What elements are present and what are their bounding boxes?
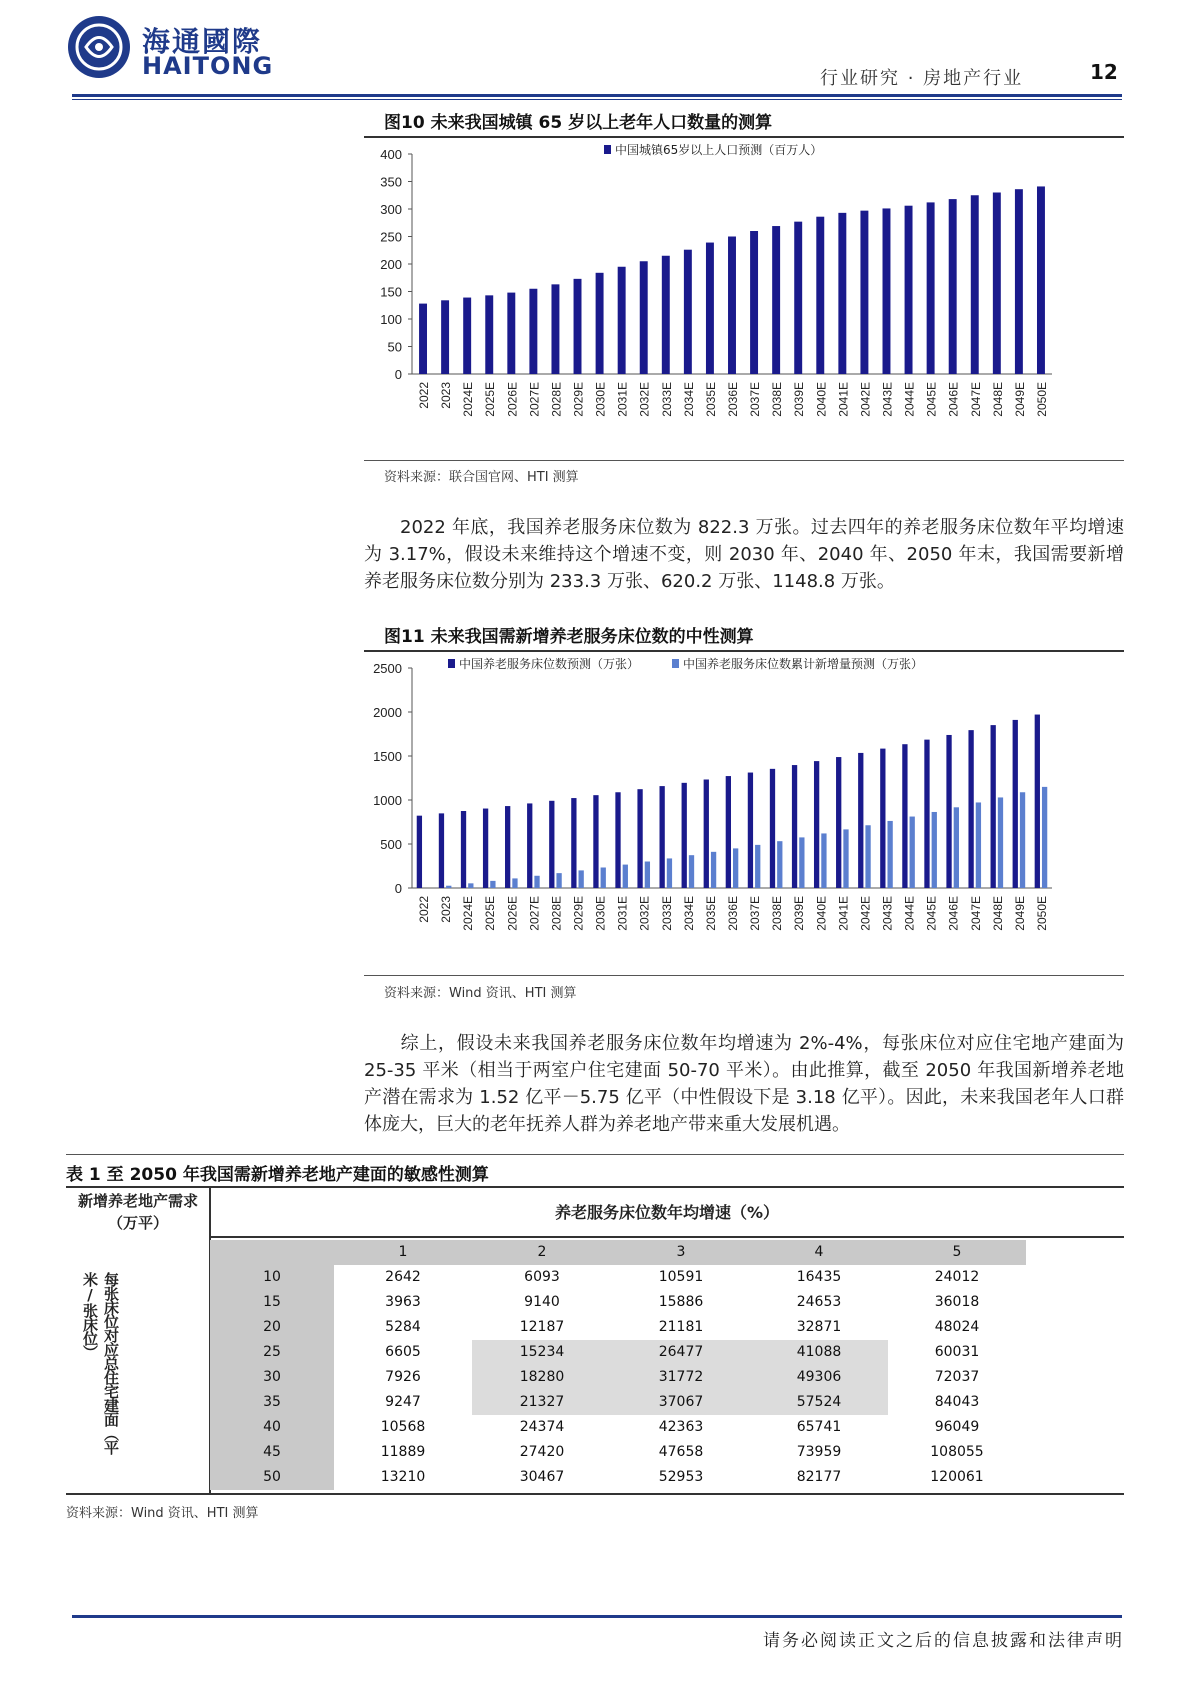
table1-cell: 32871 bbox=[796, 1319, 842, 1335]
footer-divider bbox=[72, 1615, 1122, 1618]
page-number: 12 bbox=[1090, 60, 1118, 84]
table1-cell: 120061 bbox=[930, 1469, 984, 1485]
x-tick-label: 2029E bbox=[571, 382, 586, 417]
table1-col-value: 5 bbox=[888, 1240, 1026, 1265]
bar-secondary bbox=[512, 878, 517, 888]
table1-col-value: 1 bbox=[334, 1240, 472, 1265]
bar-secondary bbox=[976, 802, 981, 888]
legend-swatch bbox=[604, 145, 611, 154]
x-tick-label: 2048E bbox=[990, 382, 1005, 417]
table1-cell: 21181 bbox=[658, 1319, 704, 1335]
table1-cell: 2642 bbox=[385, 1269, 421, 1285]
x-tick-label: 2028E bbox=[549, 896, 564, 931]
bar-primary bbox=[659, 786, 664, 888]
y-tick-label: 500 bbox=[380, 837, 402, 852]
x-tick-label: 2023 bbox=[439, 896, 454, 923]
table1-cell: 60031 bbox=[934, 1344, 980, 1360]
bar-primary bbox=[1035, 715, 1040, 888]
x-tick-label: 2034E bbox=[681, 382, 696, 417]
x-tick-label: 2024E bbox=[461, 382, 476, 417]
table1-cell: 37067 bbox=[612, 1390, 750, 1415]
x-tick-label: 2036E bbox=[726, 382, 740, 417]
x-tick-label: 2023 bbox=[439, 382, 454, 409]
table1-col-value: 3 bbox=[612, 1240, 750, 1265]
bar-primary bbox=[902, 744, 907, 888]
bar-secondary bbox=[601, 867, 606, 888]
y-tick-label: 400 bbox=[380, 147, 402, 162]
table1-row-header: 每张床位对应总住宅建面（平米/张床位） bbox=[81, 1272, 120, 1454]
bar-primary bbox=[860, 211, 868, 374]
bar-primary bbox=[662, 256, 670, 374]
y-tick-label: 2500 bbox=[373, 661, 402, 676]
x-tick-label: 2027E bbox=[527, 896, 542, 931]
bar-primary bbox=[505, 806, 510, 888]
y-tick-label: 200 bbox=[380, 257, 402, 272]
bar-primary bbox=[838, 213, 846, 374]
table1-col-value: 4 bbox=[750, 1240, 888, 1265]
x-tick-label: 2032E bbox=[637, 382, 652, 417]
x-tick-label: 2031E bbox=[615, 896, 630, 931]
x-tick-label: 2042E bbox=[858, 896, 873, 931]
bar-secondary bbox=[623, 865, 628, 888]
x-tick-label: 2046E bbox=[946, 896, 961, 931]
table1-row-value: 30 bbox=[210, 1365, 334, 1390]
x-tick-label: 2043E bbox=[880, 382, 895, 417]
table1-header-rule bbox=[66, 1186, 1124, 1188]
table1-cell: 49306 bbox=[750, 1365, 888, 1390]
bar-primary bbox=[706, 243, 714, 374]
figure11-bottom-rule bbox=[364, 975, 1124, 976]
bar-secondary bbox=[910, 817, 915, 888]
legend-label: 中国城镇65岁以上人口预测（百万人） bbox=[615, 143, 823, 157]
bar-primary bbox=[883, 208, 891, 374]
x-tick-label: 2035E bbox=[703, 382, 718, 417]
table1-row-value: 50 bbox=[210, 1465, 334, 1490]
x-tick-label: 2030E bbox=[593, 896, 608, 931]
x-tick-label: 2033E bbox=[659, 896, 674, 931]
table1-cell: 11889 bbox=[380, 1444, 426, 1460]
x-tick-label: 2038E bbox=[770, 382, 785, 417]
table1-cell: 57524 bbox=[750, 1390, 888, 1415]
x-tick-label: 2038E bbox=[770, 896, 785, 931]
bar-primary bbox=[968, 730, 973, 888]
table1-cell: 84043 bbox=[934, 1394, 980, 1410]
bar-primary bbox=[441, 300, 449, 374]
bar-primary bbox=[637, 789, 642, 888]
bar-primary bbox=[485, 295, 493, 374]
bar-secondary bbox=[446, 886, 451, 888]
table1-cell: 31772 bbox=[612, 1365, 750, 1390]
figure11-source: 资料来源：Wind 资讯、HTI 测算 bbox=[384, 986, 577, 1001]
bar-primary bbox=[483, 809, 488, 888]
table1-row-value: 15 bbox=[210, 1290, 334, 1315]
bar-primary bbox=[615, 792, 620, 888]
x-tick-label: 2031E bbox=[615, 382, 630, 417]
bar-primary bbox=[792, 765, 797, 888]
bar-primary bbox=[1015, 189, 1023, 374]
table1-cell: 47658 bbox=[658, 1444, 704, 1460]
figure10-source: 资料来源：联合国官网、HTI 测算 bbox=[384, 470, 579, 485]
x-tick-label: 2029E bbox=[571, 896, 586, 931]
x-tick-label: 2043E bbox=[880, 896, 895, 931]
bar-secondary bbox=[534, 876, 539, 888]
bar-secondary bbox=[954, 807, 959, 888]
bar-primary bbox=[439, 813, 444, 888]
x-tick-label: 2034E bbox=[681, 896, 696, 931]
x-tick-label: 2048E bbox=[990, 896, 1005, 931]
table1-cell: 65741 bbox=[796, 1419, 842, 1435]
bar-primary bbox=[905, 206, 913, 374]
paragraph-conclusion-text: 综上，假设未来我国养老服务床位数年均增速为 2%-4%，每张床位对应住宅地产建面为 25-35 平米（相当于两室户住宅建面 50-70 平米）。由此推算，截至 2050 年我国新增养老地产潜在需求为 1.52 亿平－5.75 亿平（中性假设下是 3.18 亿平）。因此，未来我国老年人口群体庞大，巨大的老年抚养人群为养老地产带来重大发展机遇。 bbox=[364, 1033, 1124, 1135]
x-tick-label: 2022 bbox=[417, 896, 432, 923]
table1-cell: 6093 bbox=[524, 1269, 560, 1285]
x-tick-label: 2030E bbox=[593, 382, 608, 417]
bar-primary bbox=[880, 749, 885, 888]
x-tick-label: 2037E bbox=[748, 896, 763, 931]
x-tick-label: 2036E bbox=[726, 896, 740, 931]
bar-secondary bbox=[799, 837, 804, 888]
bar-secondary bbox=[777, 841, 782, 888]
x-tick-label: 2045E bbox=[924, 382, 939, 417]
y-tick-label: 350 bbox=[380, 174, 402, 190]
bar-secondary bbox=[755, 845, 760, 888]
table1-cell: 41088 bbox=[750, 1340, 888, 1365]
bar-secondary bbox=[579, 870, 584, 888]
table1-cell: 82177 bbox=[796, 1469, 842, 1485]
bar-primary bbox=[814, 761, 819, 888]
y-tick-label: 300 bbox=[380, 202, 402, 217]
table1-cell: 36018 bbox=[934, 1294, 980, 1310]
x-tick-label: 2047E bbox=[968, 896, 983, 931]
legend-swatch bbox=[448, 659, 455, 668]
table1-cell: 13210 bbox=[380, 1469, 426, 1485]
x-tick-label: 2027E bbox=[527, 382, 542, 417]
table1-title: 表 1 至 2050 年我国需新增养老地产建面的敏感性测算 bbox=[66, 1165, 489, 1185]
bar-primary bbox=[593, 795, 598, 888]
table1-column-header-rule bbox=[210, 1236, 1124, 1238]
table1-column-header: 养老服务床位数年均增速（%） bbox=[554, 1203, 780, 1222]
table1-cell: 27420 bbox=[519, 1444, 565, 1460]
table1-col-value: 2 bbox=[472, 1240, 612, 1265]
x-tick-label: 2046E bbox=[946, 382, 961, 417]
x-tick-label: 2025E bbox=[483, 896, 498, 931]
y-tick-label: 2000 bbox=[373, 705, 402, 720]
bar-primary bbox=[529, 289, 537, 374]
figure10-title: 图10 未来我国城镇 65 岁以上老年人口数量的测算 bbox=[384, 113, 773, 133]
brand-english-name: HAITONG bbox=[142, 52, 274, 80]
legend-label: 中国养老服务床位数累计新增量预测（万张） bbox=[683, 657, 924, 671]
x-tick-label: 2047E bbox=[968, 382, 983, 417]
bar-secondary bbox=[843, 829, 848, 888]
bar-primary bbox=[858, 753, 863, 888]
table1-row-value: 35 bbox=[210, 1390, 334, 1415]
bar-secondary bbox=[887, 821, 892, 888]
x-tick-label: 2025E bbox=[483, 382, 498, 417]
table1-top-rule bbox=[66, 1154, 1124, 1155]
table1-cell: 6605 bbox=[385, 1344, 421, 1360]
x-tick-label: 2022 bbox=[417, 382, 432, 409]
y-tick-label: 100 bbox=[380, 312, 402, 327]
table1-cell: 3963 bbox=[385, 1294, 421, 1310]
bar-primary bbox=[1013, 720, 1018, 888]
x-tick-label: 2026E bbox=[505, 382, 520, 417]
bar-primary bbox=[417, 816, 422, 888]
table1-row-value: 45 bbox=[210, 1440, 334, 1465]
bar-secondary bbox=[645, 862, 650, 888]
table1-row-value: 40 bbox=[210, 1415, 334, 1440]
header-divider bbox=[72, 94, 1122, 97]
bar-primary bbox=[682, 783, 687, 888]
bar-primary bbox=[836, 757, 841, 888]
table1-source: 资料来源：Wind 资讯、HTI 测算 bbox=[66, 1506, 259, 1521]
figure11-chart bbox=[364, 654, 1124, 970]
x-tick-label: 2037E bbox=[748, 382, 763, 417]
legend-swatch bbox=[672, 659, 679, 668]
table1-cell: 52953 bbox=[658, 1469, 704, 1485]
table1-cell: 7926 bbox=[385, 1369, 421, 1385]
x-tick-label: 2039E bbox=[792, 896, 807, 931]
table1-cell: 15234 bbox=[472, 1340, 612, 1365]
table1-header-blank bbox=[210, 1240, 334, 1265]
bar-primary bbox=[461, 811, 466, 888]
paragraph-bed-growth-text: 2022 年底，我国养老服务床位数为 822.3 万张。过去四年的养老服务床位数年平均增速为 3.17%，假设未来维持这个增速不变，则 2030 年、2040 年、2050 年末，我国需要新增养老服务床位数分别为 233.3 万张、620.2 万张、1148.8 万张。 bbox=[364, 517, 1124, 592]
figure11-title: 图11 未来我国需新增养老服务床位数的中性测算 bbox=[384, 627, 754, 647]
table1-cell: 96049 bbox=[934, 1419, 980, 1435]
x-tick-label: 2040E bbox=[814, 382, 829, 417]
x-tick-label: 2032E bbox=[637, 896, 652, 931]
report-section: 行业研究 · 房地产行业 bbox=[820, 68, 1024, 89]
bar-primary bbox=[794, 222, 802, 374]
bar-primary bbox=[993, 193, 1001, 375]
figure10-chart bbox=[364, 140, 1124, 456]
bar-secondary bbox=[932, 812, 937, 888]
x-tick-label: 2033E bbox=[659, 382, 674, 417]
x-tick-label: 2049E bbox=[1012, 382, 1027, 417]
bar-primary bbox=[748, 773, 753, 888]
table1-row-value: 10 bbox=[210, 1265, 334, 1290]
x-tick-label: 2024E bbox=[461, 896, 476, 931]
figure10-bottom-rule bbox=[364, 460, 1124, 461]
table1-cell: 24374 bbox=[519, 1419, 565, 1435]
y-tick-label: 150 bbox=[380, 284, 402, 300]
bar-primary bbox=[924, 740, 929, 888]
brand-chinese-name: 海通國際 bbox=[142, 25, 263, 58]
table1-bottom-rule bbox=[66, 1493, 1124, 1495]
table1-cell: 16435 bbox=[796, 1269, 842, 1285]
bar-primary bbox=[728, 237, 736, 375]
bar-primary bbox=[419, 304, 427, 374]
x-tick-label: 2040E bbox=[814, 896, 829, 931]
bar-primary bbox=[574, 279, 582, 374]
x-tick-label: 2044E bbox=[902, 382, 917, 417]
table1-row-value: 20 bbox=[210, 1315, 334, 1340]
table1-cell: 18280 bbox=[472, 1365, 612, 1390]
bar-primary bbox=[991, 725, 996, 888]
bar-primary bbox=[750, 231, 758, 374]
x-tick-label: 2041E bbox=[836, 896, 851, 931]
table1-cell: 26477 bbox=[612, 1340, 750, 1365]
table1-cell: 15886 bbox=[658, 1294, 704, 1310]
bar-secondary bbox=[667, 858, 672, 888]
bar-primary bbox=[927, 202, 935, 374]
paragraph-bed-growth bbox=[364, 514, 1124, 595]
bar-primary bbox=[571, 798, 576, 888]
legend-label: 中国养老服务床位数预测（万张） bbox=[459, 657, 640, 671]
bar-primary bbox=[949, 199, 957, 374]
bar-primary bbox=[551, 284, 559, 374]
table1-cell: 12187 bbox=[519, 1319, 565, 1335]
table1-cell: 24012 bbox=[934, 1269, 980, 1285]
bar-primary bbox=[527, 803, 532, 888]
table1-cell: 73959 bbox=[796, 1444, 842, 1460]
bar-secondary bbox=[1042, 787, 1047, 888]
bar-primary bbox=[704, 779, 709, 888]
bar-primary bbox=[507, 293, 515, 374]
x-tick-label: 2044E bbox=[902, 896, 917, 931]
table1-cell: 10591 bbox=[658, 1269, 704, 1285]
footer-disclaimer: 请务必阅读正文之后的信息披露和法律声明 bbox=[763, 1631, 1124, 1651]
table1-cell: 9247 bbox=[385, 1394, 421, 1410]
bar-primary bbox=[640, 261, 648, 374]
bar-primary bbox=[816, 217, 824, 374]
bar-primary bbox=[726, 776, 731, 888]
y-tick-label: 250 bbox=[380, 229, 402, 245]
table1-corner-label: 新增养老地产需求（万平） bbox=[77, 1192, 198, 1232]
y-tick-label: 0 bbox=[394, 367, 402, 382]
bar-secondary bbox=[689, 855, 694, 888]
y-tick-label: 1500 bbox=[373, 749, 402, 764]
bar-primary bbox=[596, 273, 604, 374]
x-tick-label: 2050E bbox=[1034, 382, 1049, 417]
bar-secondary bbox=[556, 873, 561, 888]
x-tick-label: 2028E bbox=[549, 382, 564, 417]
bar-secondary bbox=[821, 833, 826, 888]
table1-cell: 108055 bbox=[930, 1444, 984, 1460]
bar-primary bbox=[770, 769, 775, 888]
table1-cell: 42363 bbox=[658, 1419, 704, 1435]
bar-secondary bbox=[733, 848, 738, 888]
x-tick-label: 2050E bbox=[1034, 896, 1049, 931]
haitong-logo-icon bbox=[66, 14, 132, 80]
y-tick-label: 1000 bbox=[373, 793, 402, 808]
y-tick-label: 0 bbox=[394, 881, 402, 896]
x-tick-label: 2049E bbox=[1012, 896, 1027, 931]
bar-primary bbox=[772, 226, 780, 374]
table1-cell: 9140 bbox=[524, 1294, 560, 1310]
bar-secondary bbox=[865, 825, 870, 888]
table1-row-value: 25 bbox=[210, 1340, 334, 1365]
header-divider-thin bbox=[72, 99, 1122, 100]
x-tick-label: 2041E bbox=[836, 382, 851, 417]
bar-primary bbox=[1037, 186, 1045, 374]
table1-cell: 5284 bbox=[385, 1319, 421, 1335]
bar-primary bbox=[971, 195, 979, 374]
x-tick-label: 2045E bbox=[924, 896, 939, 931]
bar-primary bbox=[549, 801, 554, 888]
paragraph-conclusion bbox=[364, 1030, 1124, 1138]
table1-cell: 30467 bbox=[519, 1469, 565, 1485]
table1-cell: 72037 bbox=[934, 1369, 980, 1385]
figure10-title-rule bbox=[364, 136, 1124, 138]
y-tick-label: 50 bbox=[387, 339, 402, 355]
bar-primary bbox=[463, 298, 471, 374]
x-tick-label: 2026E bbox=[505, 896, 520, 931]
bar-secondary bbox=[468, 883, 473, 888]
figure11-title-rule bbox=[364, 650, 1124, 652]
bar-secondary bbox=[998, 797, 1003, 888]
table1-cell: 48024 bbox=[934, 1319, 980, 1335]
table1-cell: 21327 bbox=[472, 1390, 612, 1415]
bar-secondary bbox=[1020, 792, 1025, 888]
bar-secondary bbox=[711, 852, 716, 888]
table1-cell: 24653 bbox=[796, 1294, 842, 1310]
table1-cell: 10568 bbox=[380, 1419, 426, 1435]
x-tick-label: 2042E bbox=[858, 382, 873, 417]
bar-secondary bbox=[490, 881, 495, 888]
x-tick-label: 2035E bbox=[703, 896, 718, 931]
bar-primary bbox=[618, 267, 626, 374]
bar-primary bbox=[684, 250, 692, 374]
x-tick-label: 2039E bbox=[792, 382, 807, 417]
bar-primary bbox=[946, 735, 951, 888]
